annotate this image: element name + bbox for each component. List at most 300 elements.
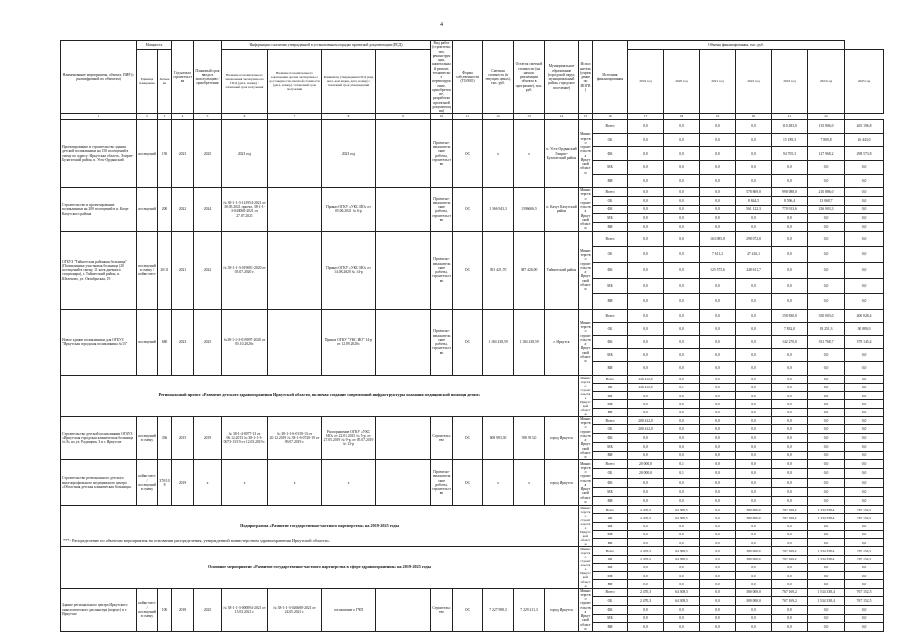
object-psd: № 38-1-4-0077-13 от 06.12.2013 № 38-1-1-3-0073-13/19 от 12.03.2019 г. bbox=[222, 416, 268, 460]
fin-source-label: МБ bbox=[593, 214, 628, 223]
fin-value: 0,0 bbox=[772, 416, 808, 425]
object-remaining: х bbox=[514, 460, 545, 506]
fin-value: 0,0 bbox=[808, 580, 845, 588]
fin-value: 0,0 bbox=[845, 262, 884, 278]
fin-value: 0,0 bbox=[664, 614, 700, 623]
empty-cell bbox=[376, 188, 431, 232]
fin-value: 0,0 bbox=[700, 375, 736, 383]
fin-value: 0,0 bbox=[772, 530, 808, 538]
fin-source-label: ФБ bbox=[593, 205, 628, 214]
fin-source-label: ФБ bbox=[593, 336, 628, 349]
object-municipality: город Иркутск bbox=[545, 588, 579, 632]
fin-value: 0,0 bbox=[736, 563, 772, 571]
fin-value: 0,0 bbox=[628, 222, 664, 231]
fin-value: 0,0 bbox=[736, 392, 772, 400]
header-capacity: Мощность bbox=[137, 41, 172, 50]
fin-value: 0,0 bbox=[808, 400, 845, 408]
fin-value: 0,0 bbox=[628, 120, 664, 134]
fin-value: 0,0 bbox=[700, 487, 736, 496]
year-2022: 2022 год bbox=[736, 50, 772, 114]
object-start-year: 2021 bbox=[172, 231, 194, 309]
object-expertise bbox=[268, 188, 322, 232]
fin-value: 0,0 bbox=[808, 214, 845, 223]
fin-value: 0,0 bbox=[628, 247, 664, 263]
fin-value: 0,0 bbox=[664, 133, 700, 147]
fin-value: 0,0 bbox=[700, 222, 736, 231]
fin-value: 0,0 bbox=[808, 497, 845, 506]
fin-value: 0,0 bbox=[664, 375, 700, 383]
fin-value: 0,0 bbox=[772, 580, 808, 588]
fin-value: 0,0 bbox=[628, 294, 664, 310]
fin-value: 7 611,2 bbox=[700, 247, 736, 263]
fin-value: 0,0 bbox=[664, 497, 700, 506]
fin-value: 0,0 bbox=[736, 349, 772, 362]
empty-cell bbox=[376, 460, 431, 506]
fin-value: 0,0 bbox=[628, 336, 664, 349]
fin-value: 0,0 bbox=[808, 469, 845, 478]
fin-value: 0,0 bbox=[736, 416, 772, 425]
fin-value: 20 000,0 bbox=[628, 469, 664, 478]
object-name: Строительство детской поликлиники ОГАУЗ «Иркутская городская клиническая больница № 8» по ул. Радищева, 3 в г. Иркутске bbox=[61, 416, 137, 460]
fin-value: 767 169,2 bbox=[772, 597, 808, 606]
fin-value: 0,0 bbox=[628, 442, 664, 451]
fin-value: 0,0 bbox=[700, 563, 736, 571]
fin-value: 0,0 bbox=[772, 214, 808, 223]
fin-value: 0,0 bbox=[772, 563, 808, 571]
object-end-year: 2025 bbox=[194, 120, 222, 188]
fin-value: 0,0 bbox=[845, 530, 884, 538]
object-unit: посещений в смену / койко-мест bbox=[137, 231, 158, 309]
fin-value: 0,0 bbox=[664, 161, 700, 175]
financing-table bbox=[60, 40, 884, 632]
object-psd: х bbox=[222, 460, 268, 506]
fin-value: 0,0 bbox=[664, 322, 700, 335]
fin-value: 0,0 bbox=[700, 605, 736, 614]
fin-value: 0,0 bbox=[772, 262, 808, 278]
fin-value: 0,0 bbox=[845, 362, 884, 375]
fin-value: 298 573,8 bbox=[845, 147, 884, 161]
object-ownership: ОС bbox=[453, 120, 483, 188]
fin-source-label: ФБ bbox=[593, 563, 628, 571]
object-ownership: ОС bbox=[453, 588, 483, 632]
fin-value: 220 412,0 bbox=[628, 375, 664, 383]
fin-value: 0,0 bbox=[772, 497, 808, 506]
year-2021: 2021 год bbox=[700, 50, 736, 114]
fin-value: 0,0 bbox=[700, 383, 736, 391]
object-name: Новое здание поликлиники для ОГБУЗ "Иркутская городская поликлиника №15" bbox=[61, 309, 137, 375]
header-executor: Исполнитель (учреждение по ИОГВ) bbox=[579, 41, 593, 114]
fin-value: 0,0 bbox=[808, 294, 845, 310]
fin-source-label: ВИ bbox=[593, 497, 628, 506]
fin-value: 2 470,3 bbox=[628, 547, 664, 555]
fin-value: 0,0 bbox=[772, 522, 808, 530]
fin-value: 0,0 bbox=[772, 614, 808, 623]
fin-value: 0,0 bbox=[845, 478, 884, 487]
object-executor: Министерство строительства Иркутской области bbox=[579, 231, 593, 309]
fin-source-label: Всего bbox=[593, 547, 628, 555]
object-remaining: 1396606,5 bbox=[514, 188, 545, 232]
fin-value: 210 886,0 bbox=[808, 188, 845, 197]
fin-value: 0,0 bbox=[736, 623, 772, 632]
fin-source-label: ВИ bbox=[593, 539, 628, 547]
fin-source-label: Всего bbox=[593, 231, 628, 247]
fin-value: 2 470,3 bbox=[628, 506, 664, 514]
fin-source-label: ФБ bbox=[593, 262, 628, 278]
fin-value: 0,0 bbox=[628, 278, 664, 294]
object-ownership: ОС bbox=[453, 416, 483, 460]
fin-value: 0,0 bbox=[736, 487, 772, 496]
fin-value: 0,0 bbox=[736, 161, 772, 175]
object-remaining: 387 426,00 bbox=[514, 231, 545, 309]
fin-value: 0,0 bbox=[808, 375, 845, 383]
fin-source-label: Всего bbox=[593, 120, 628, 134]
fin-value: 0,0 bbox=[628, 539, 664, 547]
fin-value: 0,0 bbox=[664, 294, 700, 310]
fin-value: 158 830,0 bbox=[772, 309, 808, 322]
fin-value: 0,0 bbox=[700, 408, 736, 416]
fin-value: 0,0 bbox=[808, 222, 845, 231]
fin-value: 0,0 bbox=[772, 392, 808, 400]
fin-value: 0,0 bbox=[700, 547, 736, 555]
fin-value: 0,0 bbox=[628, 451, 664, 460]
header-unit: Единица измерения bbox=[137, 50, 158, 114]
table-row bbox=[61, 188, 884, 197]
fin-value: 0,0 bbox=[736, 375, 772, 383]
object-remaining: 1 184 238,59 bbox=[514, 309, 545, 375]
object-municipality: г. Иркутск bbox=[545, 309, 579, 375]
object-ownership: ОС bbox=[453, 188, 483, 232]
fin-value: 0,0 bbox=[845, 205, 884, 214]
fin-value: 0,0 bbox=[736, 120, 772, 134]
fin-value: 767 169,2 bbox=[772, 588, 808, 597]
fin-value: 0,0 bbox=[845, 451, 884, 460]
object-municipality: п. Усть-Ордынский Эхирит-Булагатский район bbox=[545, 120, 579, 188]
fin-value: 0,0 bbox=[700, 416, 736, 425]
fin-value: 0,0 bbox=[845, 580, 884, 588]
fin-value: 0,0 bbox=[845, 539, 884, 547]
year-2023: 2023 год bbox=[772, 50, 808, 114]
empty-cell bbox=[376, 588, 431, 632]
object-name: Проектирование и строительство здания детской поликлиники на 150 посещений в смену по адресу: Иркутская область, Эхирит-Булагатский район, п. Усть-Ордынский bbox=[61, 120, 137, 188]
fin-value: 0,0 bbox=[772, 222, 808, 231]
fin-value: 0,0 bbox=[736, 383, 772, 391]
fin-value: 0,0 bbox=[628, 530, 664, 538]
fin-value: 0,0 bbox=[664, 247, 700, 263]
year-2025: 2025 год bbox=[845, 50, 884, 114]
object-requisites: Приказ ОГКУ «УКС ИО» от 05.06.2021 № 6-р bbox=[322, 188, 376, 232]
fin-value: 0,0 bbox=[700, 451, 736, 460]
fin-value: 0,0 bbox=[736, 442, 772, 451]
fin-value: 767 169,2 bbox=[772, 506, 808, 514]
fin-value: 0,0 bbox=[664, 278, 700, 294]
fin-value: 0,0 bbox=[700, 478, 736, 487]
year-2020: 2020 год bbox=[664, 50, 700, 114]
fin-source-label: ФБ bbox=[593, 392, 628, 400]
object-municipality: город Иркутск bbox=[545, 416, 579, 460]
fin-value: 0,0 bbox=[700, 336, 736, 349]
fin-value: 7 809,8 bbox=[808, 133, 845, 147]
fin-value: 0,0 bbox=[845, 214, 884, 223]
fin-value: 0,0 bbox=[772, 349, 808, 362]
section-title: Основное мероприятие «Развитие государственно-частного партнерства в сфере здравоохранения» на 2019-2025 годы bbox=[61, 547, 579, 588]
fin-value: 0,0 bbox=[772, 174, 808, 188]
fin-value: 0,0 bbox=[700, 522, 736, 530]
fin-value: 0,0 bbox=[700, 623, 736, 632]
fin-source-label: МБ bbox=[593, 572, 628, 580]
year-2019: 2019 год bbox=[628, 50, 664, 114]
fin-value: 0,0 bbox=[845, 161, 884, 175]
object-executor: Министерство строительства Иркутской области bbox=[579, 309, 593, 375]
object-cost: х bbox=[483, 460, 514, 506]
fin-value: 0,0 bbox=[845, 349, 884, 362]
section-row bbox=[61, 547, 884, 555]
fin-value: 0,0 bbox=[700, 588, 736, 597]
object-start-year: 2023 bbox=[172, 309, 194, 375]
fin-value: 0,0 bbox=[845, 278, 884, 294]
fin-value: 0,0 bbox=[736, 408, 772, 416]
fin-value: 8 596,4 bbox=[772, 196, 808, 205]
fin-value: 0,0 bbox=[808, 478, 845, 487]
fin-value: 0,0 bbox=[772, 278, 808, 294]
section-row bbox=[61, 506, 884, 514]
object-work-type: Строительство bbox=[431, 416, 453, 460]
fin-value: 0,0 bbox=[664, 623, 700, 632]
fin-value: 2 470,3 bbox=[628, 588, 664, 597]
fin-value: 0,0 bbox=[845, 605, 884, 614]
fin-value: 767 152,5 bbox=[845, 514, 884, 522]
fin-value: 0,0 bbox=[664, 362, 700, 375]
fin-value: 0,0 bbox=[845, 294, 884, 310]
fin-value: 0,0 bbox=[808, 262, 845, 278]
fin-source-label: ВИ bbox=[593, 222, 628, 231]
fin-value: 0,0 bbox=[664, 205, 700, 214]
fin-value: 0,0 bbox=[808, 623, 845, 632]
header-work-type: Вид работ (строительство, реконструкция, капитальный ремонт, техническое перевооружение, приобретение, разработка проектной документации) bbox=[432, 41, 451, 113]
fin-value: 0,0 bbox=[808, 247, 845, 263]
fin-value: 0,0 bbox=[664, 147, 700, 161]
fin-value: 578 869,0 bbox=[736, 188, 772, 197]
fin-value: 0,0 bbox=[808, 161, 845, 175]
fin-value: 0,0 bbox=[664, 174, 700, 188]
fin-value: 0,0 bbox=[772, 572, 808, 580]
fin-value: 0,0 bbox=[700, 555, 736, 563]
fin-source-label: ФБ bbox=[593, 478, 628, 487]
fin-value: 0,0 bbox=[808, 442, 845, 451]
fin-value: 0,0 bbox=[664, 120, 700, 134]
object-value: 150 bbox=[158, 120, 172, 188]
fin-value: 0,0 bbox=[772, 425, 808, 434]
fin-value: 0,0 bbox=[700, 497, 736, 506]
fin-value: 0,0 bbox=[628, 174, 664, 188]
fin-value: 0,0 bbox=[772, 161, 808, 175]
fin-value: 30 880,0 bbox=[845, 322, 884, 335]
fin-source-label: Всего bbox=[593, 309, 628, 322]
header-expertise: Наличие положительного заключения органа экспертизы о достоверности сметной стоимости (дата, номер) / плановый срок получения bbox=[268, 50, 322, 114]
object-requisites: Приказ ОГКУ "УКС ИО" 14-р от 12.09.2020г. bbox=[322, 309, 376, 375]
object-ownership: ОС bbox=[453, 309, 483, 375]
object-municipality: Тайшетский район bbox=[545, 231, 579, 309]
fin-source-label: ОБ bbox=[593, 133, 628, 147]
header-ownership: Форма собственности (ГО/МО) bbox=[453, 41, 483, 114]
fin-value: 0,0 bbox=[845, 222, 884, 231]
fin-value: 13 068,7 bbox=[808, 196, 845, 205]
fin-value: 0,0 bbox=[845, 522, 884, 530]
fin-value: 0,0 bbox=[700, 580, 736, 588]
fin-value: 0,0 bbox=[808, 487, 845, 496]
table-row bbox=[61, 460, 884, 469]
fin-value: 2 470,3 bbox=[628, 597, 664, 606]
fin-value: 8 844,5 bbox=[736, 196, 772, 205]
fin-value: 0,0 bbox=[700, 434, 736, 443]
header-remaining-cost: Остаток сметной стоимости (на начало реализации объекта в программе), тыс. руб. bbox=[514, 41, 545, 114]
fin-value: 990 088,0 bbox=[772, 188, 808, 197]
fin-source-label: ВИ bbox=[593, 362, 628, 375]
object-executor: Министерство строительства Иркутской области bbox=[580, 416, 591, 460]
object-start-year: 2022 bbox=[172, 188, 194, 232]
fin-source-label: ФБ bbox=[593, 605, 628, 614]
fin-value: 2 470,3 bbox=[628, 555, 664, 563]
object-expertise bbox=[268, 231, 322, 309]
header-deadline: Плановый срок ввода в эксплуатацию / приобретения bbox=[194, 41, 222, 114]
fin-value: 0,0 bbox=[808, 451, 845, 460]
fin-value: 0,0 bbox=[736, 460, 772, 469]
fin-value: 0,0 bbox=[700, 205, 736, 214]
fin-value: 0,0 bbox=[664, 530, 700, 538]
fin-value: 0,0 bbox=[628, 522, 664, 530]
fin-value: 0,0 bbox=[736, 336, 772, 349]
fin-value: 0,0 bbox=[628, 205, 664, 214]
fin-value: 0,0 bbox=[700, 425, 736, 434]
fin-source-label: Всего bbox=[593, 416, 628, 425]
object-end-year: х bbox=[194, 460, 222, 506]
fin-value: 0,0 bbox=[664, 563, 700, 571]
fin-value: 767 169,2 bbox=[772, 514, 808, 522]
fin-value: 0,0 bbox=[628, 322, 664, 335]
object-requisites: соглашение о ГЧП bbox=[322, 588, 376, 632]
fin-source-label: ОБ bbox=[593, 597, 628, 606]
fin-value: 0,0 bbox=[700, 597, 736, 606]
fin-value: 1 534 338,4 bbox=[808, 555, 845, 563]
fin-value: 0,0 bbox=[772, 383, 808, 391]
fin-source-label: ВИ bbox=[593, 294, 628, 310]
object-unit: койко-мест / посещений в смену bbox=[137, 588, 158, 632]
object-cost: 1 184 238,59 bbox=[483, 309, 514, 375]
fin-value: 0,0 bbox=[772, 605, 808, 614]
object-unit: посещений bbox=[137, 120, 158, 188]
fin-value: 0,0 bbox=[772, 408, 808, 416]
object-executor: Министерство строительства Иркутской области bbox=[579, 120, 593, 188]
object-expertise: № 38-1-1-6-0139-13 от 20.12.2019 № 38-1-6-0720-19 от 09.07.2019 г. bbox=[268, 416, 322, 460]
fin-value: 0,0 bbox=[628, 188, 664, 197]
table-body bbox=[61, 120, 884, 632]
fin-value: 380 000,0 bbox=[736, 597, 772, 606]
fin-value: 0,0 bbox=[808, 425, 845, 434]
fin-source-label: ОБ bbox=[593, 247, 628, 263]
fin-value: 7 832,0 bbox=[772, 322, 808, 335]
fin-value: 0,0 bbox=[700, 147, 736, 161]
fin-value: 220 412,0 bbox=[628, 383, 664, 391]
fin-value: 0,0 bbox=[664, 605, 700, 614]
fin-value: 0,0 bbox=[808, 530, 845, 538]
fin-value: 0,0 bbox=[736, 322, 772, 335]
object-start-year: 2019 bbox=[172, 460, 194, 506]
fin-value: 0,0 bbox=[628, 605, 664, 614]
fin-value: 561 122,3 bbox=[736, 205, 772, 214]
fin-value: 380 000,0 bbox=[736, 547, 772, 555]
fin-source-label: МБ bbox=[593, 530, 628, 538]
object-name: Строительство и проектирование поликлиники на 200 посещений в п. Качуг Качугского района bbox=[61, 188, 137, 232]
object-remaining: 390 913,0 bbox=[514, 416, 545, 460]
fin-source-label: ОБ bbox=[593, 196, 628, 205]
fin-value: 0,0 bbox=[772, 375, 808, 383]
fin-value: 0,0 bbox=[664, 451, 700, 460]
fin-value: 767 152,5 bbox=[845, 555, 884, 563]
fin-value: 0,0 bbox=[845, 392, 884, 400]
fin-value: 0,0 bbox=[628, 487, 664, 496]
fin-value: 0,0 bbox=[808, 572, 845, 580]
fin-value: 0,1 bbox=[664, 469, 700, 478]
fin-value: 0,0 bbox=[700, 309, 736, 322]
fin-value: 380 000,0 bbox=[736, 555, 772, 563]
object-name: ОГБУЗ "Тайшетская районная больница" (Поликлиника участковая больница (20 посещений в смену, 11 коек дневного стационара), г. Тайшетский район, п. Шелехово, ул. Октябрьская, 19 bbox=[61, 231, 137, 309]
fin-value: 64 308,5 bbox=[664, 547, 700, 555]
fin-value: 0,0 bbox=[736, 478, 772, 487]
fin-value: 0,0 bbox=[664, 188, 700, 197]
fin-value: 0,0 bbox=[700, 322, 736, 335]
fin-value: 0,0 bbox=[664, 572, 700, 580]
fin-source-label: ОБ bbox=[593, 514, 628, 522]
fin-value: 0,0 bbox=[808, 231, 845, 247]
header-sources: Источник финансирования bbox=[593, 41, 628, 114]
footnote: ***- Распределение по объектам мероприятия на основании распределения, утвержденной министерством здравоохранения Иркутской области». bbox=[63, 538, 331, 543]
object-psd: 2023 год bbox=[222, 120, 268, 188]
fin-value: 0,0 bbox=[628, 580, 664, 588]
empty-cell bbox=[376, 231, 431, 309]
fin-value: 64 308,5 bbox=[664, 597, 700, 606]
section-title: Региональный проект «Развитие детского здравоохранения Иркутской области, включая создание современной инфраструктуры оказания медицинской помощи детям» bbox=[61, 375, 579, 416]
header-estimated-cost: Сметная стоимость (в текущих ценах), тыс. руб. bbox=[483, 41, 514, 114]
fin-value: 0,0 bbox=[736, 522, 772, 530]
object-psd: № 38-1-1-3-000094-2021 от 15.03.2021 г. bbox=[222, 588, 268, 632]
section-executor: Министерство строительства Иркутской области bbox=[580, 375, 591, 416]
fin-value: 0,0 bbox=[700, 294, 736, 310]
fin-value: 0,0 bbox=[700, 278, 736, 294]
fin-value: 0,0 bbox=[772, 434, 808, 443]
object-unit: койко-мест / посещений в смену bbox=[137, 460, 158, 506]
object-unit: посещений bbox=[137, 309, 158, 375]
object-name: Строительство регионального детского многопрофильного медицинского центра «Областная детская клиническая больница» bbox=[61, 460, 137, 506]
fin-value: 0,0 bbox=[664, 487, 700, 496]
fin-value: 379 145,4 bbox=[845, 336, 884, 349]
fin-value: 0,0 bbox=[845, 247, 884, 263]
table-row bbox=[61, 416, 884, 425]
fin-value: 0,0 bbox=[628, 133, 664, 147]
fin-value: 767 152,5 bbox=[845, 506, 884, 514]
fin-value: 0,0 bbox=[845, 416, 884, 425]
fin-value: 0,0 bbox=[736, 222, 772, 231]
fin-source-label: МБ bbox=[593, 442, 628, 451]
fin-value: 767 152,5 bbox=[845, 597, 884, 606]
fin-value: 0,0 bbox=[808, 605, 845, 614]
fin-value: 400 028,4 bbox=[845, 309, 884, 322]
fin-value: 0,0 bbox=[772, 623, 808, 632]
fin-value: 0,0 bbox=[628, 572, 664, 580]
fin-value: 0,0 bbox=[700, 161, 736, 175]
empty-cell bbox=[376, 416, 431, 460]
fin-source-label: Всего bbox=[593, 588, 628, 597]
fin-value: 0,0 bbox=[700, 514, 736, 522]
section-row bbox=[61, 375, 884, 383]
